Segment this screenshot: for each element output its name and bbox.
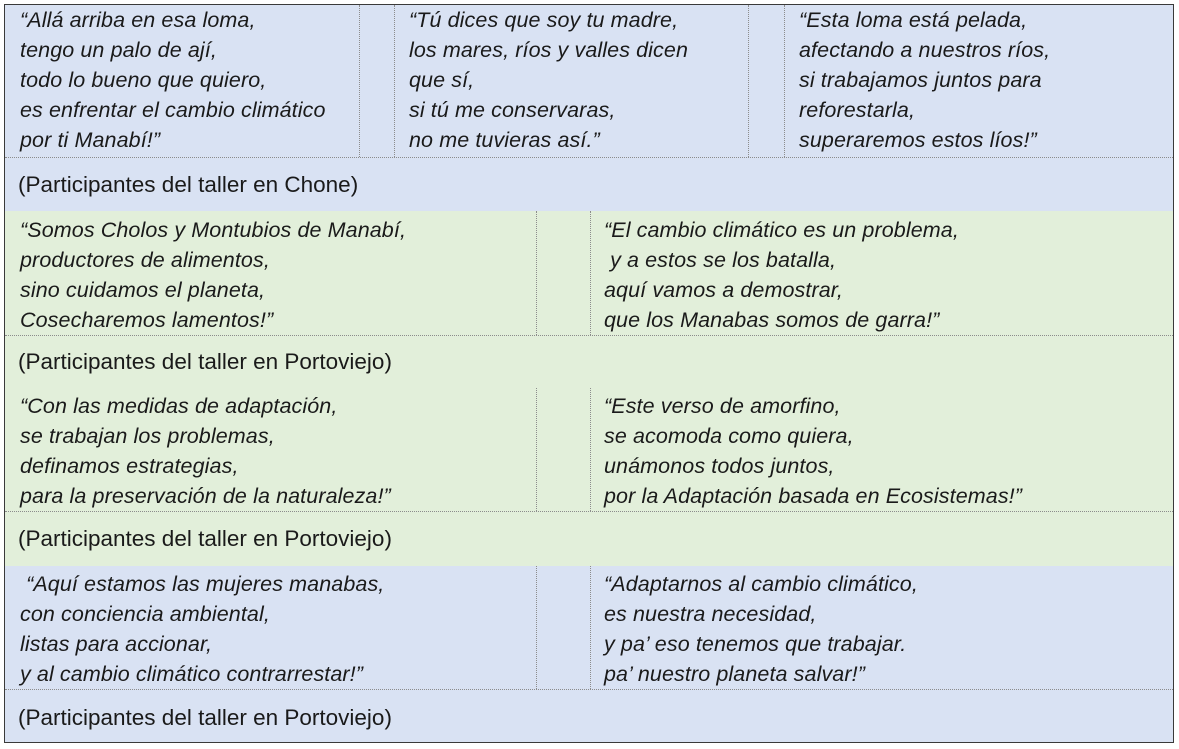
verse-line: “Con las medidas de adaptación, bbox=[20, 394, 338, 418]
stanza-cell bbox=[394, 5, 748, 157]
verse-line: “Adaptarnos al cambio climático, bbox=[604, 572, 918, 596]
verse-line: con conciencia ambiental, bbox=[20, 602, 270, 626]
verse-line: que sí, bbox=[409, 68, 475, 92]
stanza-cell bbox=[5, 211, 536, 335]
verse-row bbox=[5, 388, 1173, 512]
verse-line: listas para accionar, bbox=[20, 632, 213, 656]
stanza bbox=[604, 569, 918, 689]
amorfino-row bbox=[5, 388, 1173, 567]
amorfino-row bbox=[5, 566, 1173, 742]
stanza bbox=[20, 5, 326, 155]
column-gap bbox=[536, 388, 591, 511]
caption: (Participantes del taller en Portoviejo) bbox=[18, 349, 392, 374]
column-gap bbox=[536, 566, 591, 689]
verse-row bbox=[5, 566, 1173, 690]
verse-line: pa’ nuestro planeta salvar!” bbox=[604, 662, 865, 686]
amorfino-row bbox=[5, 211, 1173, 389]
verse-line: superaremos estos líos!” bbox=[799, 128, 1037, 152]
column-gap bbox=[359, 5, 395, 157]
verse-line: se trabajan los problemas, bbox=[20, 424, 275, 448]
verse-line: “Aquí estamos las mujeres manabas, bbox=[20, 572, 385, 596]
verse-line: “Este verso de amorfino, bbox=[604, 394, 841, 418]
verse-line: por la Adaptación basada en Ecosistemas!” bbox=[604, 484, 1023, 508]
amorfinos-table bbox=[4, 4, 1174, 743]
stanza-cell bbox=[5, 5, 359, 157]
stanza bbox=[409, 5, 688, 155]
stanza-cell bbox=[590, 388, 1173, 511]
verse-line: y al cambio climático contrarrestar!” bbox=[20, 662, 364, 686]
verse-line: y pa’ eso tenemos que trabajar. bbox=[604, 632, 907, 656]
verse-line: tengo un palo de ají, bbox=[20, 38, 217, 62]
verse-line: para la preservación de la naturaleza!” bbox=[20, 484, 391, 508]
verse-line: todo lo bueno que quiero, bbox=[20, 68, 267, 92]
verse-line: es enfrentar el cambio climático bbox=[20, 98, 326, 122]
verse-line: se acomoda como quiera, bbox=[604, 424, 854, 448]
verse-line: “Somos Cholos y Montubios de Manabí, bbox=[20, 218, 407, 242]
stanza bbox=[20, 569, 384, 689]
stanza bbox=[604, 215, 959, 335]
column-gap bbox=[536, 211, 591, 335]
verse-line: no me tuvieras así.” bbox=[409, 128, 600, 152]
verse-line: aquí vamos a demostrar, bbox=[604, 278, 843, 302]
verse-line: “Tú dices que soy tu madre, bbox=[409, 8, 679, 32]
verse-line: afectando a nuestros ríos, bbox=[799, 38, 1051, 62]
verse-line: unámonos todos juntos, bbox=[604, 454, 835, 478]
stanza-cell bbox=[590, 566, 1173, 689]
verse-line: los mares, ríos y valles dicen bbox=[409, 38, 689, 62]
stanza-cell bbox=[5, 566, 536, 689]
verse-line: si tú me conservaras, bbox=[409, 98, 616, 122]
verse-line: y a estos se los batalla, bbox=[604, 248, 837, 272]
verse-line: “El cambio climático es un problema, bbox=[604, 218, 959, 242]
caption: (Participantes del taller en Chone) bbox=[18, 172, 359, 197]
stanza-cell bbox=[590, 211, 1173, 335]
stanza bbox=[799, 5, 1050, 155]
verse-line: reforestarla, bbox=[799, 98, 916, 122]
caption: (Participantes del taller en Portoviejo) bbox=[18, 705, 392, 730]
verse-line: productores de alimentos, bbox=[20, 248, 270, 272]
caption: (Participantes del taller en Portoviejo) bbox=[18, 526, 392, 551]
stanza bbox=[20, 391, 391, 511]
verse-line: si trabajamos juntos para bbox=[799, 68, 1042, 92]
verse-line: “Allá arriba en esa loma, bbox=[20, 8, 256, 32]
stanza-cell bbox=[784, 5, 1173, 157]
stanza bbox=[604, 391, 1022, 511]
stanza bbox=[20, 215, 406, 335]
verse-line: Cosecharemos lamentos!” bbox=[20, 308, 274, 332]
verse-line: sino cuidamos el planeta, bbox=[20, 278, 266, 302]
column-gap bbox=[748, 5, 785, 157]
verse-row bbox=[5, 5, 1173, 158]
verse-line: por ti Manabí!” bbox=[20, 128, 161, 152]
verse-line: definamos estrategias, bbox=[20, 454, 239, 478]
verse-line: es nuestra necesidad, bbox=[604, 602, 817, 626]
verse-row bbox=[5, 211, 1173, 336]
verse-line: “Esta loma está pelada, bbox=[799, 8, 1028, 32]
stanza-cell bbox=[5, 388, 536, 511]
amorfino-row bbox=[5, 5, 1173, 212]
verse-line: que los Manabas somos de garra!” bbox=[604, 308, 940, 332]
